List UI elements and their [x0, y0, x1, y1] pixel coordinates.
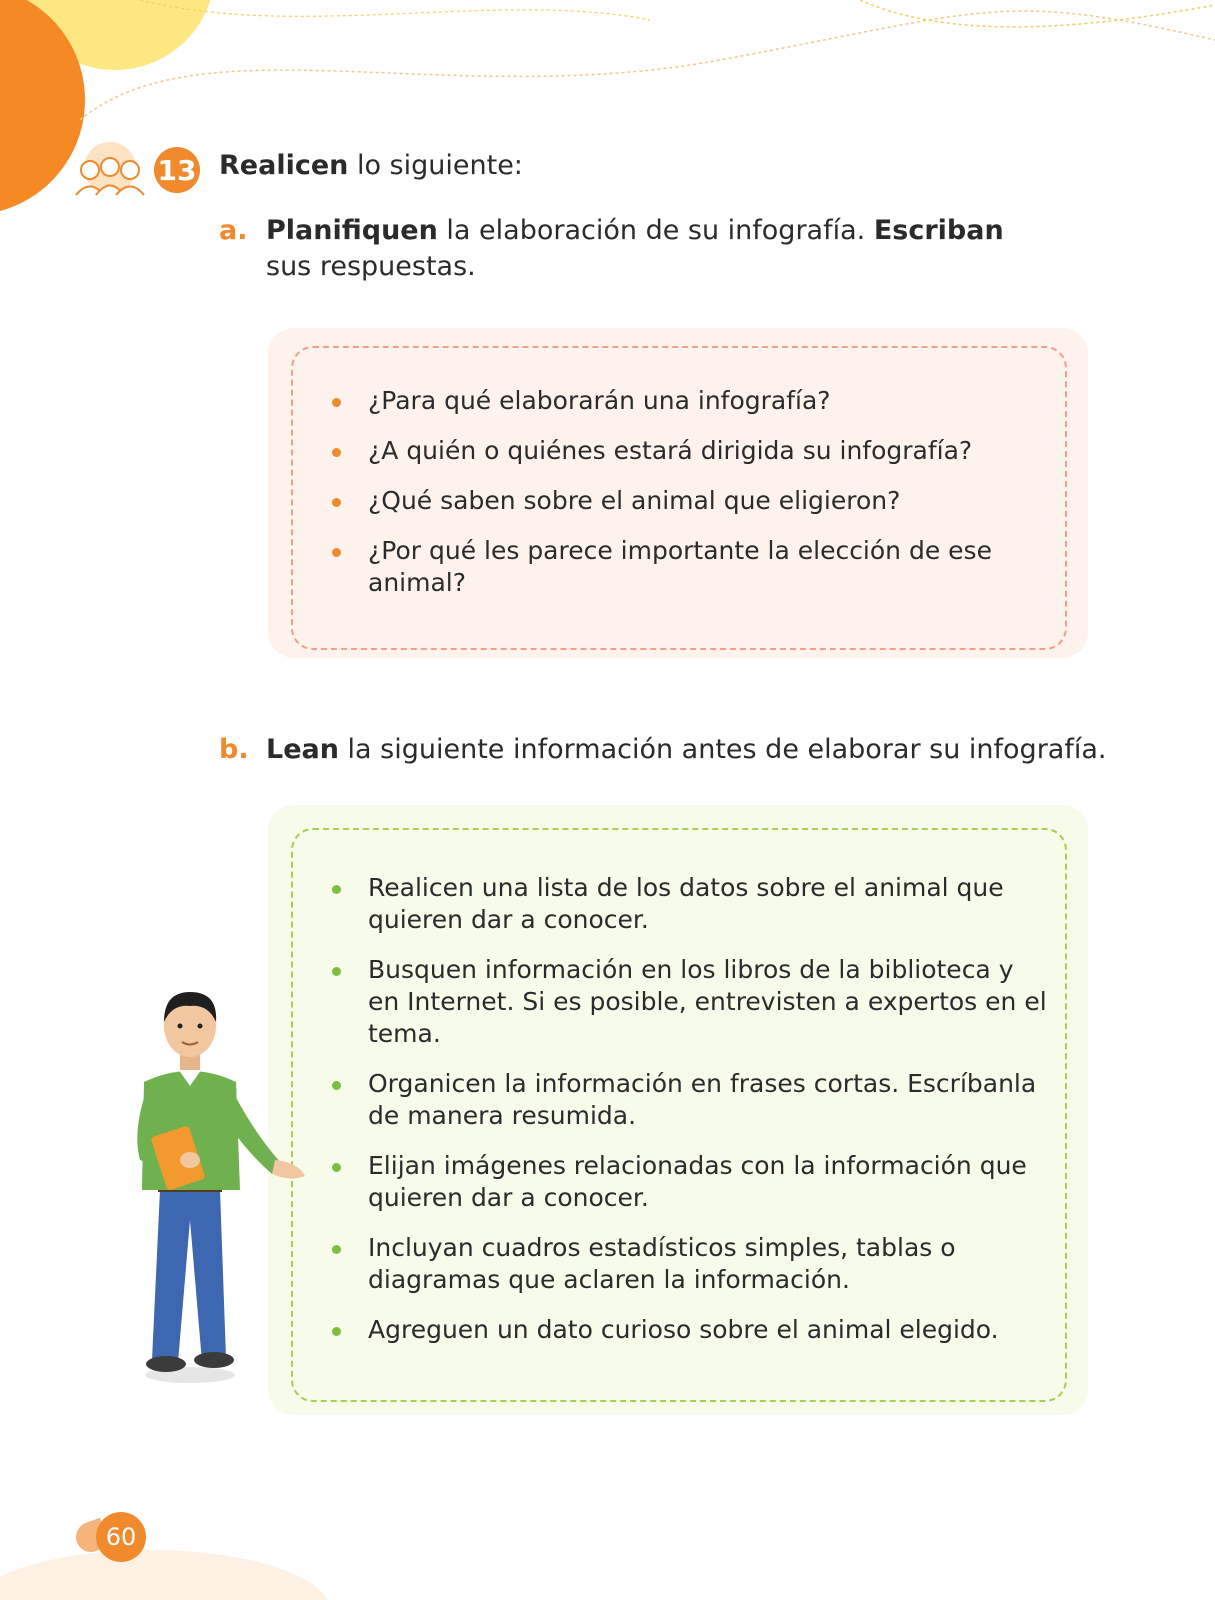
item-b-text [266, 732, 1166, 768]
question-item [332, 435, 1052, 467]
instruction-verb: Realicen [219, 150, 349, 181]
bullet-dot [332, 398, 341, 407]
activity-header [68, 140, 200, 200]
tips-list [332, 872, 1052, 1346]
tip-item [332, 1232, 1052, 1296]
group-of-children-icon [68, 140, 152, 200]
tip-item [332, 872, 1052, 936]
question-item [332, 485, 1052, 517]
bullet-dot [332, 885, 341, 894]
question-text: ¿Qué saben sobre el animal que eligieron? [368, 486, 901, 515]
question-item [332, 535, 1052, 599]
tip-text: Agreguen un dato curioso sobre el animal elegido. [368, 1315, 999, 1344]
bullet-dot [332, 448, 341, 457]
bottom-decoration [0, 1520, 400, 1600]
tip-text: Busquen información en los libros de la biblioteca y en Internet. Si es posible, entrevisten a expertos en el tema. [368, 955, 1047, 1048]
bullet-dot [332, 1081, 341, 1090]
bullet-dot [332, 1163, 341, 1172]
bullet-dot [332, 498, 341, 507]
bullet-dot [332, 1327, 341, 1336]
item-b-verb: Lean [266, 734, 339, 765]
tip-item [332, 1314, 1052, 1346]
item-a-text-part2: sus respuestas. [266, 251, 476, 282]
question-item [332, 385, 1052, 417]
teacher-illustration [130, 990, 320, 1390]
questions-list [332, 385, 1052, 599]
question-text: ¿A quién o quiénes estará dirigida su infografía? [368, 436, 973, 465]
question-text: ¿Por qué les parece importante la elección de ese animal? [368, 536, 992, 597]
tip-text: Realicen una lista de los datos sobre el animal que quieren dar a conocer. [368, 873, 1004, 934]
item-a-text [266, 213, 1056, 285]
tip-item [332, 954, 1052, 1050]
item-a-verb: Planifiquen [266, 215, 438, 246]
item-a-verb2: Escriban [873, 215, 1004, 246]
bullet-dot [332, 1245, 341, 1254]
page-number-badge [76, 1512, 148, 1564]
question-text: ¿Para qué elaborarán una infografía? [368, 386, 831, 415]
bullet-dot [332, 967, 341, 976]
instruction-text: lo siguiente: [348, 150, 523, 181]
item-a-text-part1: la elaboración de su infografía. [437, 215, 874, 246]
page-number: 60 [96, 1512, 146, 1562]
tip-text: Organicen la información en frases cortas. Escríbanla de manera resumida. [368, 1069, 1037, 1130]
tip-text: Elijan imágenes relacionadas con la información que quieren dar a conocer. [368, 1151, 1027, 1212]
item-b-letter: b. [219, 734, 249, 765]
tip-text: Incluyan cuadros estadísticos simples, tablas o diagramas que aclaren la información. [368, 1233, 956, 1294]
item-a-letter: a. [219, 215, 248, 246]
tip-item [332, 1150, 1052, 1214]
item-b-text-part1: la siguiente información antes de elaborar su infografía. [338, 734, 1107, 765]
activity-instruction [219, 150, 523, 181]
tip-item [332, 1068, 1052, 1132]
activity-number-badge: 13 [154, 147, 200, 193]
bullet-dot [332, 548, 341, 557]
